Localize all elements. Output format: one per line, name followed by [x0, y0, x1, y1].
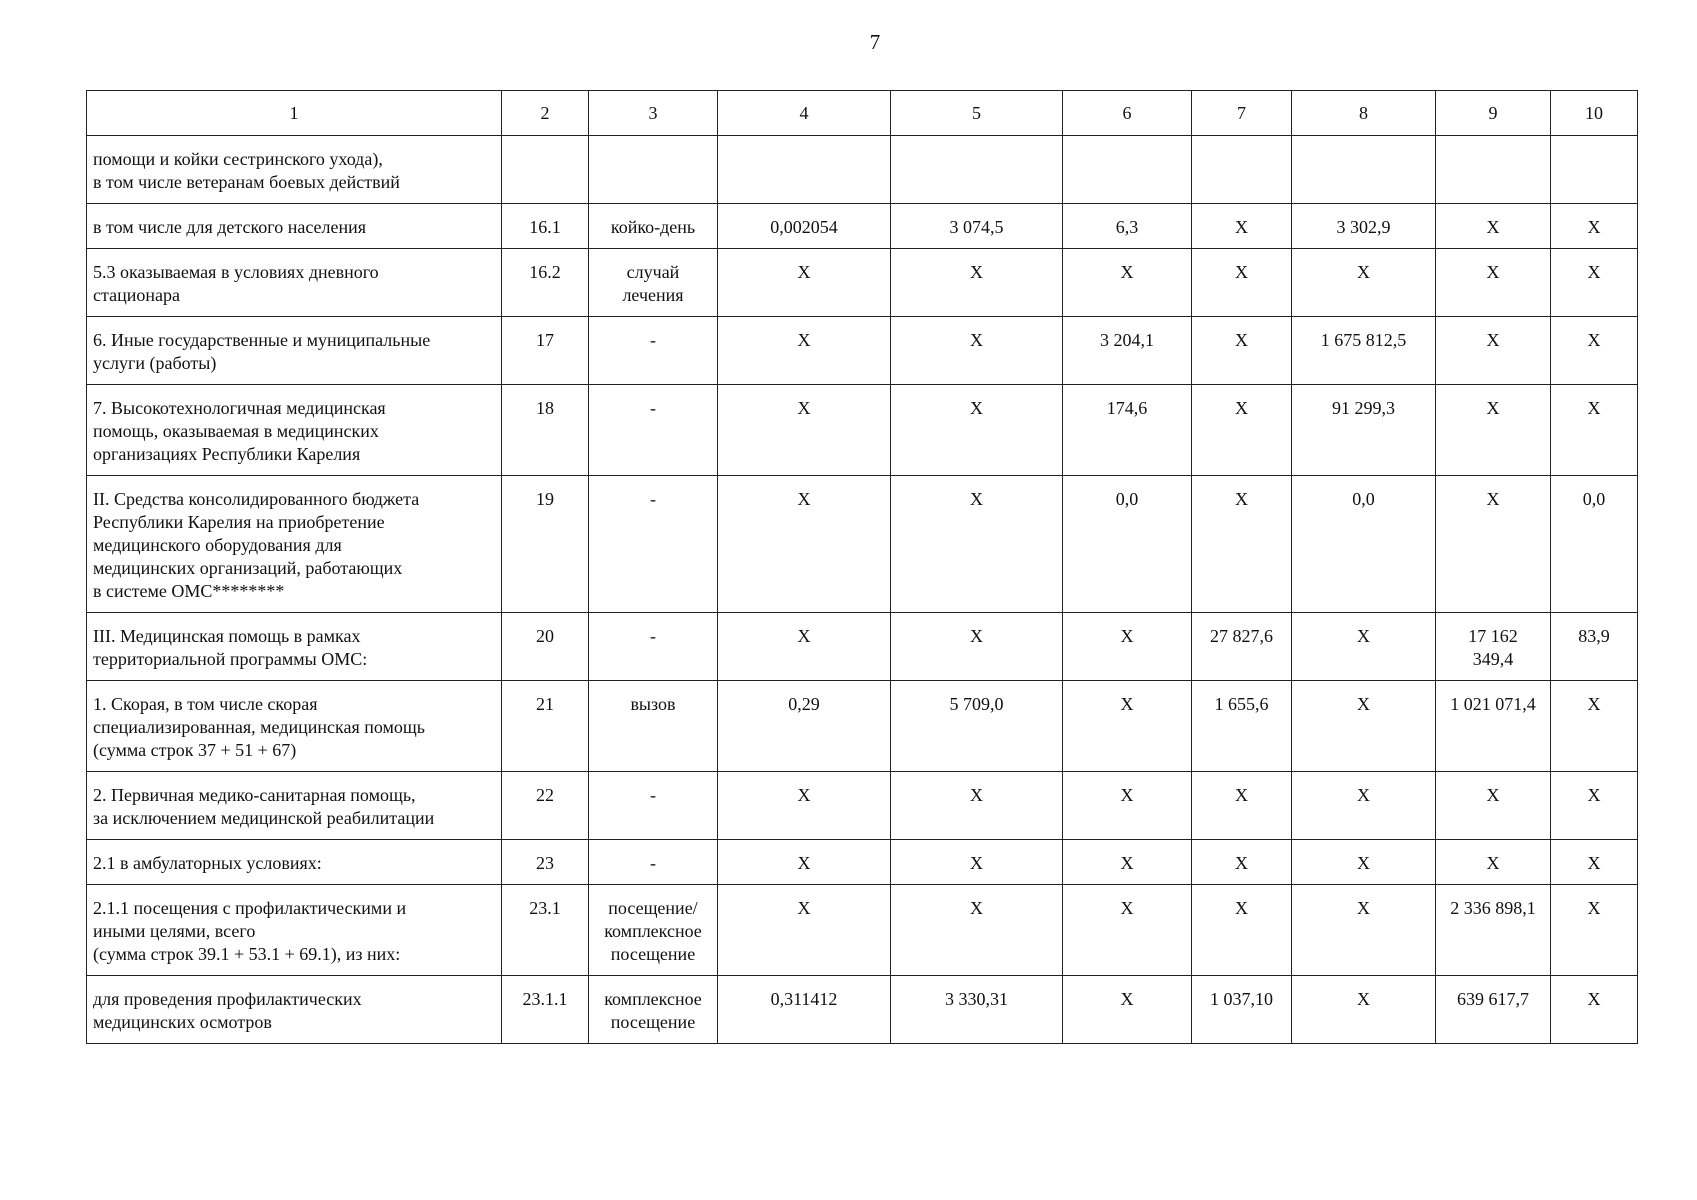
table-cell	[1436, 136, 1551, 204]
table-cell: X	[1292, 249, 1436, 317]
table-cell: X	[1551, 204, 1638, 249]
table-row	[87, 613, 1638, 681]
table-cell: X	[1063, 613, 1192, 681]
table-cell: X	[1551, 385, 1638, 476]
table-cell: 3 330,31	[891, 976, 1063, 1044]
column-header: 8	[1292, 91, 1436, 136]
table-row	[87, 249, 1638, 317]
table-row	[87, 317, 1638, 385]
table-cell: 23.1.1	[502, 976, 589, 1044]
table-cell: 639 617,7	[1436, 976, 1551, 1044]
row-name-cell: 2.1.1 посещения с профилактическими и иными целями, всего (сумма строк 39.1 + 53.1 + 69.1), из них:	[87, 885, 502, 976]
table-cell: 0,311412	[718, 976, 891, 1044]
table-cell	[718, 136, 891, 204]
table-cell: 23	[502, 840, 589, 885]
table-row	[87, 976, 1638, 1044]
table-cell: X	[1292, 885, 1436, 976]
table-cell: 83,9	[1551, 613, 1638, 681]
table-cell: 1 037,10	[1192, 976, 1292, 1044]
table-cell	[1292, 136, 1436, 204]
table-cell: 16.2	[502, 249, 589, 317]
table-cell: X	[718, 317, 891, 385]
table-cell: 3 074,5	[891, 204, 1063, 249]
table-cell: 20	[502, 613, 589, 681]
table-cell: X	[718, 385, 891, 476]
table-cell: 22	[502, 772, 589, 840]
table-cell: X	[891, 385, 1063, 476]
table-cell: X	[1292, 681, 1436, 772]
table-cell: 1 021 071,4	[1436, 681, 1551, 772]
table-cell: X	[1436, 476, 1551, 613]
table-cell: 0,0	[1292, 476, 1436, 613]
table-cell: X	[1192, 476, 1292, 613]
row-name-cell: 2. Первичная медико-санитарная помощь, за исключением медицинской реабилитации	[87, 772, 502, 840]
table-cell: X	[1292, 976, 1436, 1044]
table-cell: X	[1551, 885, 1638, 976]
table-cell: 27 827,6	[1192, 613, 1292, 681]
table-cell: -	[589, 772, 718, 840]
table-body	[87, 91, 1638, 1044]
table-cell	[891, 136, 1063, 204]
table-cell: X	[1063, 840, 1192, 885]
table-cell: X	[1551, 317, 1638, 385]
table-row	[87, 885, 1638, 976]
row-name-cell: 5.3 оказываемая в условиях дневного стационара	[87, 249, 502, 317]
table-cell: 2 336 898,1	[1436, 885, 1551, 976]
table-cell: X	[1192, 772, 1292, 840]
table-cell: 18	[502, 385, 589, 476]
table-cell: X	[891, 840, 1063, 885]
table-cell: X	[1436, 385, 1551, 476]
table-cell: X	[891, 613, 1063, 681]
table-cell: койко-день	[589, 204, 718, 249]
table-cell: случай лечения	[589, 249, 718, 317]
table-row	[87, 385, 1638, 476]
column-header: 4	[718, 91, 891, 136]
table-cell: X	[1192, 204, 1292, 249]
table-cell: посещение/ комплексное посещение	[589, 885, 718, 976]
table-cell: X	[718, 249, 891, 317]
table-cell: X	[1551, 772, 1638, 840]
column-header: 10	[1551, 91, 1638, 136]
row-name-cell: 6. Иные государственные и муниципальные услуги (работы)	[87, 317, 502, 385]
table-cell: 5 709,0	[891, 681, 1063, 772]
table-cell: 0,29	[718, 681, 891, 772]
table-cell: X	[1192, 885, 1292, 976]
table-cell: X	[1436, 204, 1551, 249]
table-cell: 174,6	[1063, 385, 1192, 476]
table-cell: 16.1	[502, 204, 589, 249]
table-cell: 1 655,6	[1192, 681, 1292, 772]
table-cell: X	[1551, 840, 1638, 885]
table-cell: X	[1192, 249, 1292, 317]
table-cell: X	[891, 476, 1063, 613]
table-cell: X	[1551, 681, 1638, 772]
table-cell: -	[589, 317, 718, 385]
table-cell: 6,3	[1063, 204, 1192, 249]
table-cell: X	[718, 772, 891, 840]
table-cell: -	[589, 385, 718, 476]
table-cell: X	[1551, 976, 1638, 1044]
table-cell: -	[589, 476, 718, 613]
table-cell: X	[1436, 317, 1551, 385]
table-row	[87, 681, 1638, 772]
table-cell: 0,0	[1063, 476, 1192, 613]
table-cell	[1063, 136, 1192, 204]
table-cell: X	[1192, 840, 1292, 885]
table-cell: X	[1063, 772, 1192, 840]
column-header: 7	[1192, 91, 1292, 136]
table-row	[87, 840, 1638, 885]
row-name-cell: II. Средства консолидированного бюджета Республики Карелия на приобретение медицинского оборудования для медицинских организаций, работающих в системе ОМС********	[87, 476, 502, 613]
table-cell	[1192, 136, 1292, 204]
column-header: 1	[87, 91, 502, 136]
table-cell: X	[1192, 317, 1292, 385]
table-cell: -	[589, 613, 718, 681]
table-cell: вызов	[589, 681, 718, 772]
row-name-cell: помощи и койки сестринского ухода), в том числе ветеранам боевых действий	[87, 136, 502, 204]
table-cell: X	[1436, 772, 1551, 840]
table-cell: 1 675 812,5	[1292, 317, 1436, 385]
row-name-cell: для проведения профилактических медицинских осмотров	[87, 976, 502, 1044]
table-cell: X	[1436, 840, 1551, 885]
data-table	[86, 90, 1638, 1044]
table-cell: X	[1292, 613, 1436, 681]
page-number: 7	[869, 30, 881, 54]
table-cell: X	[1551, 249, 1638, 317]
table-cell: X	[1192, 385, 1292, 476]
header-row	[87, 91, 1638, 136]
table-cell: X	[1063, 976, 1192, 1044]
column-header: 5	[891, 91, 1063, 136]
table-cell: 0,0	[1551, 476, 1638, 613]
table-cell: X	[718, 885, 891, 976]
table-cell: X	[1063, 885, 1192, 976]
column-header: 2	[502, 91, 589, 136]
table-cell: X	[891, 249, 1063, 317]
table-cell: X	[1063, 249, 1192, 317]
row-name-cell: 7. Высокотехнологичная медицинская помощь, оказываемая в медицинских организациях Республики Карелия	[87, 385, 502, 476]
table-cell	[1551, 136, 1638, 204]
row-name-cell: III. Медицинская помощь в рамках территориальной программы ОМС:	[87, 613, 502, 681]
column-header: 9	[1436, 91, 1551, 136]
table-cell	[589, 136, 718, 204]
table-cell: X	[1292, 840, 1436, 885]
table-cell: X	[1436, 249, 1551, 317]
table-cell: 17	[502, 317, 589, 385]
table-cell: 3 302,9	[1292, 204, 1436, 249]
table-row	[87, 204, 1638, 249]
table-cell: X	[891, 885, 1063, 976]
table-cell: X	[891, 317, 1063, 385]
table-cell: X	[718, 476, 891, 613]
row-name-cell: 1. Скорая, в том числе скорая специализированная, медицинская помощь (сумма строк 37 + 51 + 67)	[87, 681, 502, 772]
table-cell: X	[891, 772, 1063, 840]
table-cell: 21	[502, 681, 589, 772]
table-cell: X	[718, 613, 891, 681]
row-name-cell: 2.1 в амбулаторных условиях:	[87, 840, 502, 885]
table-cell	[502, 136, 589, 204]
table-cell: 0,002054	[718, 204, 891, 249]
table-cell: 23.1	[502, 885, 589, 976]
column-header: 3	[589, 91, 718, 136]
column-header: 6	[1063, 91, 1192, 136]
table-row	[87, 476, 1638, 613]
table-cell: X	[1292, 772, 1436, 840]
table-cell: -	[589, 840, 718, 885]
table-cell: 17 162 349,4	[1436, 613, 1551, 681]
table-cell: 3 204,1	[1063, 317, 1192, 385]
table-row	[87, 772, 1638, 840]
table-cell: X	[1063, 681, 1192, 772]
table-cell: 19	[502, 476, 589, 613]
row-name-cell: в том числе для детского населения	[87, 204, 502, 249]
table-cell: X	[718, 840, 891, 885]
table-cell: комплексное посещение	[589, 976, 718, 1044]
table-row	[87, 136, 1638, 204]
table-cell: 91 299,3	[1292, 385, 1436, 476]
